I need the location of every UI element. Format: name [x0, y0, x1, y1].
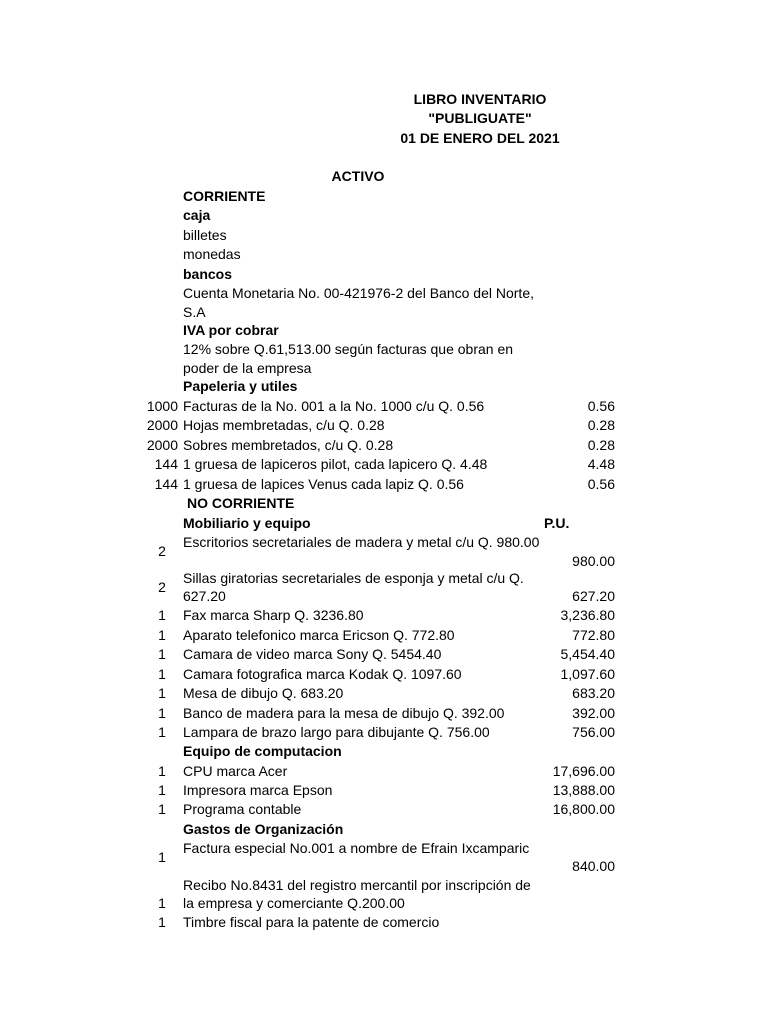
iva-description: 12% sobre Q.61,513.00 según facturas que obran en — [183, 341, 514, 357]
item-description: Hojas membretadas, c/u Q. 0.28 — [183, 417, 385, 433]
table-row — [0, 877, 768, 917]
item-description: Camara de video marca Sony Q. 5454.40 — [183, 646, 442, 662]
item-description: Banco de madera para la mesa de dibujo Q. 392.00 — [183, 705, 505, 721]
cuenta-row-2 — [0, 304, 768, 324]
company-name: "PUBLIGUATE" — [428, 110, 532, 126]
item-amount: 17,696.00 — [552, 763, 615, 779]
table-row — [0, 627, 768, 647]
billetes-label: billetes — [183, 227, 227, 243]
iva-row — [0, 322, 768, 342]
iva-row-2 — [0, 360, 768, 380]
caja-row — [0, 207, 768, 227]
monedas-row — [0, 246, 768, 266]
document-title: LIBRO INVENTARIO — [413, 91, 547, 107]
caja-heading: caja — [183, 207, 211, 223]
item-amount: 392.00 — [572, 705, 615, 721]
item-qty: 1 — [158, 782, 166, 798]
bancos-row — [0, 266, 768, 286]
mobiliario-heading: Mobiliario y equipo — [183, 515, 311, 531]
cuenta-description-cont: S.A — [183, 304, 206, 320]
section-corriente — [0, 188, 768, 208]
item-description: Lampara de brazo largo para dibujante Q. 756.00 — [183, 724, 490, 740]
item-amount: 0.28 — [587, 437, 615, 453]
item-qty: 144 — [154, 456, 178, 472]
table-row — [0, 476, 768, 496]
table-row — [0, 666, 768, 686]
item-amount: 756.00 — [572, 724, 615, 740]
item-description: Impresora marca Epson — [183, 782, 333, 798]
item-description: Sillas giratorias secretariales de esponja y metal c/u Q. — [183, 570, 524, 586]
computacion-heading: Equipo de computacion — [183, 743, 342, 759]
item-description: Timbre fiscal para la patente de comercio — [183, 914, 440, 930]
item-qty: 1 — [158, 607, 166, 623]
item-amount: 1,097.60 — [560, 666, 615, 682]
item-amount: 683.20 — [572, 685, 615, 701]
item-amount: 13,888.00 — [552, 782, 615, 798]
item-qty: 1 — [158, 763, 166, 779]
item-description: Factura especial No.001 a nombre de Efrain Ixcamparic — [183, 840, 530, 856]
item-qty: 2000 — [146, 417, 178, 433]
pu-column-header: P.U. — [544, 515, 570, 531]
item-amount: 0.56 — [587, 398, 615, 414]
gastos-row — [0, 821, 768, 841]
item-qty: 1 — [158, 646, 166, 662]
section-activo: ACTIVO — [331, 168, 385, 184]
item-amount: 980.00 — [572, 553, 615, 569]
item-qty: 2 — [158, 579, 166, 595]
table-row — [0, 417, 768, 437]
item-description: 1 gruesa de lapiceros pilot, cada lapicero Q. 4.48 — [183, 456, 488, 472]
item-amount: 16,800.00 — [552, 801, 615, 817]
section-no-corriente — [0, 495, 768, 515]
gastos-heading: Gastos de Organización — [183, 821, 344, 837]
table-row — [0, 607, 768, 627]
item-description: Sobres membretados, c/u Q. 0.28 — [183, 437, 394, 453]
table-row — [0, 534, 768, 574]
item-description: Camara fotografica marca Kodak Q. 1097.60 — [183, 666, 462, 682]
item-qty: 1 — [158, 627, 166, 643]
iva-row-1 — [0, 341, 768, 361]
item-qty: 1 — [158, 914, 166, 930]
bancos-heading: bancos — [183, 266, 233, 282]
no-corriente-heading: NO CORRIENTE — [187, 495, 295, 511]
item-qty: 1 — [158, 724, 166, 740]
table-row — [0, 914, 768, 934]
table-row — [0, 763, 768, 783]
item-amount: 772.80 — [572, 627, 615, 643]
item-qty: 2 — [158, 543, 166, 559]
item-amount: 0.56 — [587, 476, 615, 492]
table-row — [0, 724, 768, 744]
papeleria-heading: Papeleria y utiles — [183, 378, 298, 394]
item-description: Mesa de dibujo Q. 683.20 — [183, 685, 344, 701]
item-qty: 2000 — [146, 437, 178, 453]
iva-heading: IVA por cobrar — [183, 322, 279, 338]
item-qty: 1 — [158, 895, 166, 911]
item-amount: 3,236.80 — [560, 607, 615, 623]
item-qty: 1 — [158, 666, 166, 682]
table-row — [0, 646, 768, 666]
item-amount: 0.28 — [587, 417, 615, 433]
table-row — [0, 782, 768, 802]
item-qty: 144 — [154, 476, 178, 492]
mobiliario-row — [0, 515, 768, 535]
item-description: 1 gruesa de lapices Venus cada lapiz Q. 0.56 — [183, 476, 464, 492]
item-qty: 1 — [158, 705, 166, 721]
item-qty: 1 — [158, 685, 166, 701]
item-description: Facturas de la No. 001 a la No. 1000 c/u Q. 0.56 — [183, 398, 485, 414]
billetes-row — [0, 227, 768, 247]
item-description: Fax marca Sharp Q. 3236.80 — [183, 607, 364, 623]
table-row — [0, 705, 768, 725]
item-description: CPU marca Acer — [183, 763, 288, 779]
table-row — [0, 570, 768, 610]
table-row — [0, 840, 768, 880]
table-row — [0, 685, 768, 705]
item-description: Escritorios secretariales de madera y metal c/u Q. 980.00 — [183, 534, 540, 550]
document-date: 01 DE ENERO DEL 2021 — [400, 130, 560, 146]
computacion-row — [0, 743, 768, 763]
iva-description-cont: poder de la empresa — [183, 360, 312, 376]
cuenta-row-1 — [0, 285, 768, 305]
item-description: Recibo No.8431 del registro mercantil por inscripción de — [183, 877, 531, 893]
item-description: Programa contable — [183, 801, 302, 817]
corriente-heading: CORRIENTE — [183, 188, 266, 204]
item-amount: 627.20 — [572, 588, 615, 604]
table-row — [0, 398, 768, 418]
item-description-cont: la empresa y comerciante Q.200.00 — [183, 895, 405, 911]
item-amount: 840.00 — [572, 858, 615, 874]
table-row — [0, 456, 768, 476]
item-qty: 1 — [158, 849, 166, 865]
item-description: Aparato telefonico marca Ericson Q. 772.80 — [183, 627, 455, 643]
item-description-cont: 627.20 — [183, 588, 226, 604]
item-qty: 1000 — [146, 398, 178, 414]
item-qty: 1 — [158, 801, 166, 817]
item-amount: 4.48 — [587, 456, 615, 472]
table-row — [0, 801, 768, 821]
item-amount: 5,454.40 — [560, 646, 615, 662]
cuenta-description: Cuenta Monetaria No. 00-421976-2 del Banco del Norte, — [183, 285, 534, 301]
monedas-label: monedas — [183, 246, 241, 262]
table-row — [0, 437, 768, 457]
papeleria-row — [0, 378, 768, 398]
